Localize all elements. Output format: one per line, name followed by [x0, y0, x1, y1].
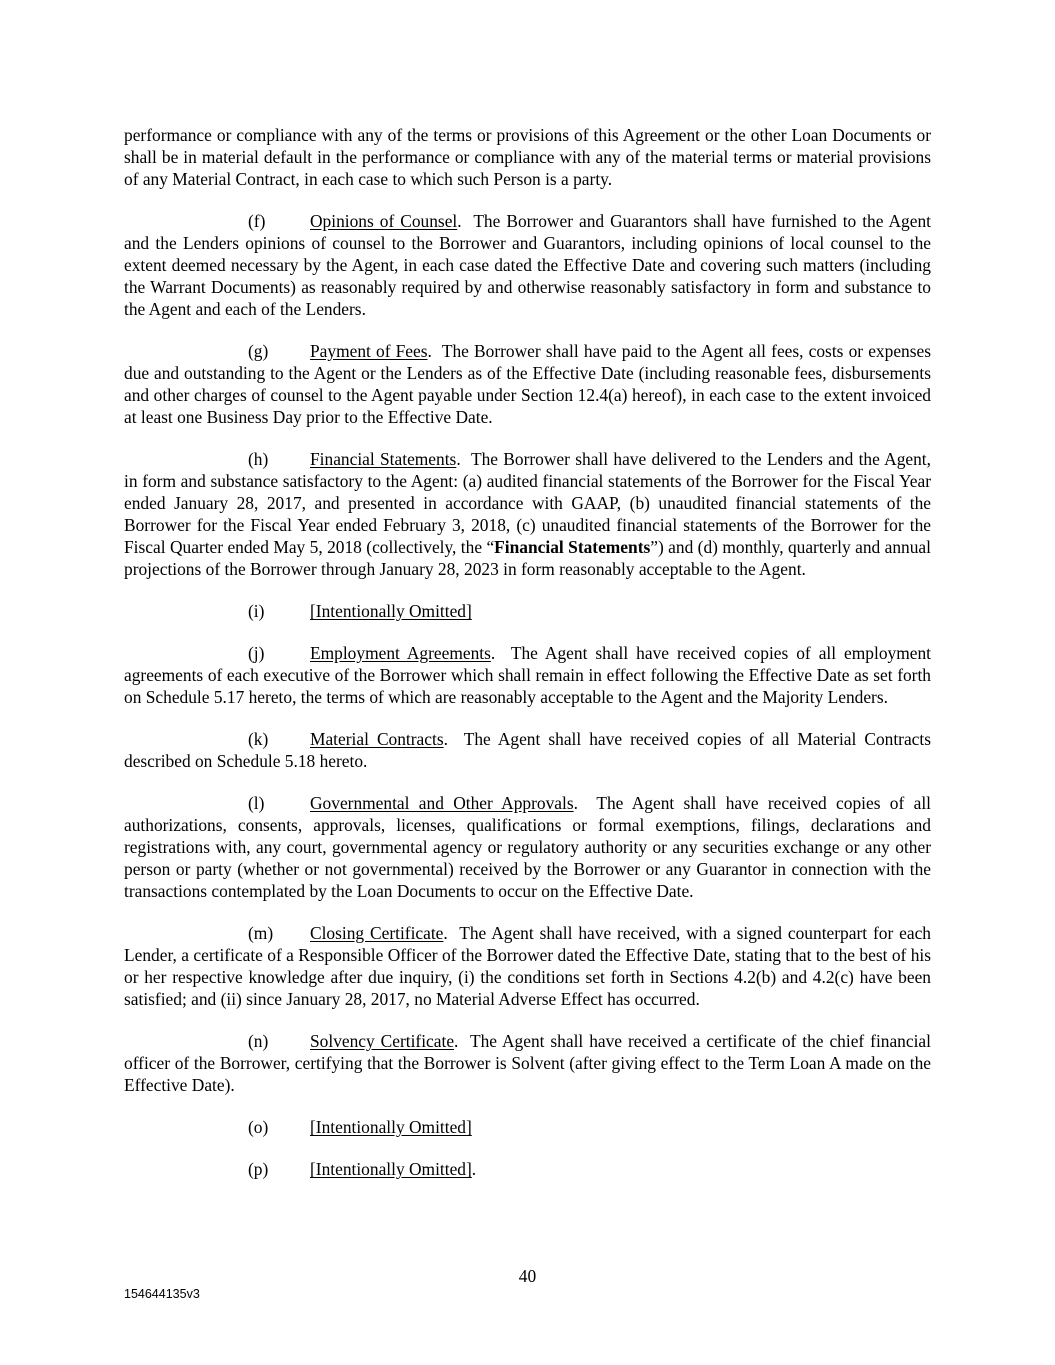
paragraph-text: The Borrower shall have delivered to the Lenders and the Agent, in form and substance satisfactory to the Agent: (a) audited financial statements of the Borrower for the Fiscal Year ended January 28, 2017, and presented in accordance with GAAP, (b) unaudited financial statements of the Borrower for the Fiscal Year ended February 3, 2018, (c) unaudited financial statements of the Borrower for the Fiscal Quarter ended May 5, 2018 (collectively, the “	[124, 449, 931, 557]
section-heading: Material Contracts	[310, 729, 444, 749]
section-heading: Governmental and Other Approvals	[310, 793, 574, 813]
section-heading: Opinions of Counsel	[310, 211, 458, 231]
heading-punctuation: .	[573, 793, 578, 813]
section-p-intentionally-omitted	[124, 1158, 931, 1180]
heading-punctuation: .	[443, 729, 448, 749]
heading-punctuation: .	[471, 1159, 477, 1179]
section-heading: Solvency Certificate	[310, 1031, 455, 1051]
section-heading: [Intentionally Omitted]	[310, 1117, 472, 1137]
paragraph-text: ”) and (d) monthly, quarterly and annual projections of the Borrower through January 28, 2023 in form reasonably acceptable to the Agent.	[124, 537, 931, 579]
paragraph-text: The Agent shall have received, with a signed counterpart for each Lender, a certificate of a Responsible Officer of the Borrower dated the Effective Date, stating that to the best of his or her respective knowledge after due inquiry, (i) the conditions set forth in Sections 4.2(b) and 4.2(c) have been satisfied; and (ii) since January 28, 2017, no Material Adverse Effect has occurred.	[124, 923, 931, 1009]
heading-punctuation: .	[443, 923, 448, 943]
section-heading: Closing Certificate	[310, 923, 444, 943]
section-m-closing-certificate	[124, 922, 931, 1010]
section-marker: (g)	[248, 341, 269, 361]
paragraph-continued	[124, 124, 931, 190]
section-l-governmental-approvals	[124, 792, 931, 902]
heading-punctuation: .	[454, 1031, 459, 1051]
section-n-solvency-certificate	[124, 1030, 931, 1096]
section-f-opinions-of-counsel	[124, 210, 931, 320]
section-i-intentionally-omitted	[124, 600, 931, 622]
heading-punctuation: .	[456, 449, 461, 469]
section-marker: (i)	[248, 601, 265, 621]
section-marker: (l)	[248, 793, 265, 813]
section-k-material-contracts	[124, 728, 931, 772]
section-heading: [Intentionally Omitted]	[310, 601, 472, 621]
section-heading: [Intentionally Omitted]	[310, 1159, 472, 1179]
paragraph-text: The Agent shall have received copies of all employment agreements of each executive of the Borrower which shall remain in effect following the Effective Date as set forth on Schedule 5.17 hereto, the terms of which are reasonably acceptable to the Agent and the Majority Lenders.	[124, 643, 931, 707]
paragraph-text: The Agent shall have received copies of all authorizations, consents, approvals, licenses, qualifications or formal exemptions, filings, declarations and registrations with, any court, governmental agency or regulatory authority or any securities exchange or any other person or party (whether or not governmental) received by the Borrower or any Guarantor in connection with the transactions contemplated by the Loan Documents to occur on the Effective Date.	[124, 793, 931, 901]
paragraph-text: performance or compliance with any of the terms or provisions of this Agreement or the other Loan Documents or shall be in material default in the performance or compliance with any of the material terms or material provisions of any Material Contract, in each case to which such Person is a party.	[124, 125, 931, 189]
section-marker: (p)	[248, 1159, 269, 1179]
document-id: 154644135v3	[124, 1287, 200, 1301]
section-marker: (h)	[248, 449, 269, 469]
paragraph-text: The Agent shall have received copies of all Material Contracts described on Schedule 5.18 hereto.	[124, 729, 932, 771]
section-heading: Payment of Fees	[310, 341, 428, 361]
section-marker: (j)	[248, 643, 265, 663]
section-j-employment-agreements	[124, 642, 931, 708]
section-marker: (o)	[248, 1117, 269, 1137]
paragraph-text: The Borrower shall have paid to the Agent all fees, costs or expenses due and outstanding to the Agent or the Lenders as of the Effective Date (including reasonable fees, disbursements and other charges of counsel to the Agent payable under Section 12.4(a) hereof), in each case to the extent invoiced at least one Business Day prior to the Effective Date.	[124, 341, 931, 427]
section-heading: Financial Statements	[310, 449, 457, 469]
heading-punctuation: .	[490, 643, 496, 663]
section-marker: (f)	[248, 211, 266, 231]
section-h-financial-statements	[124, 448, 931, 580]
paragraph-text: The Agent shall have received a certificate of the chief financial officer of the Borrower, certifying that the Borrower is Solvent (after giving effect to the Term Loan A made on the Effective Date).	[124, 1031, 931, 1095]
heading-punctuation: .	[457, 211, 462, 231]
document-body	[124, 124, 931, 1200]
section-marker: (n)	[248, 1031, 269, 1051]
heading-punctuation: .	[427, 341, 432, 361]
page-number: 40	[518, 1266, 537, 1286]
section-heading: Employment Agreements	[310, 643, 491, 663]
section-marker: (k)	[248, 729, 269, 749]
section-o-intentionally-omitted	[124, 1116, 931, 1138]
paragraph-text: The Borrower and Guarantors shall have furnished to the Agent and the Lenders opinions of counsel to the Borrower and Guarantors, including opinions of local counsel to the extent deemed necessary by the Agent, in each case dated the Effective Date and covering such matters (including the Warrant Documents) as reasonably required by and otherwise reasonably satisfactory in form and substance to the Agent and each of the Lenders.	[124, 211, 931, 319]
defined-term: Financial Statements	[494, 537, 651, 557]
section-g-payment-of-fees	[124, 340, 931, 428]
section-marker: (m)	[248, 923, 274, 943]
